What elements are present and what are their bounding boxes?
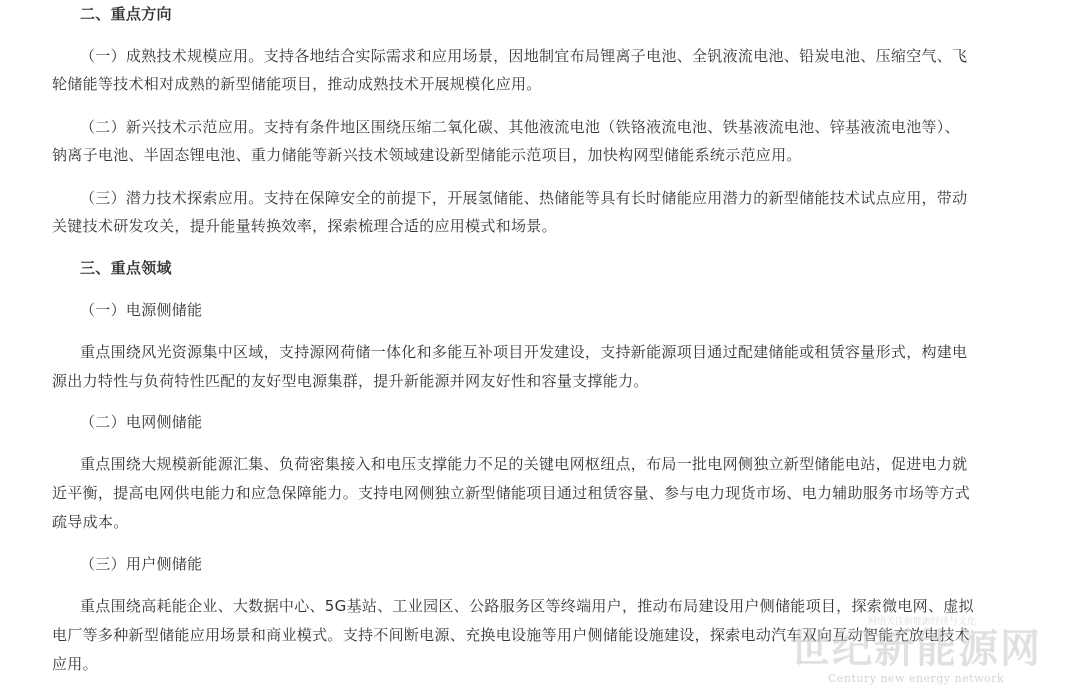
paragraph-line: 电厂等多种新型储能应用场景和商业模式。支持不间断电源、充换电设施等用户侧储能设施建设，探索电动汽车双向互动智能充放电技术	[52, 626, 971, 644]
subsection-heading: （三）用户侧储能	[80, 555, 203, 573]
paragraph-line: 应用。	[52, 655, 98, 673]
paragraph-line: 疏导成本。	[52, 513, 129, 531]
paragraph-line: 重点围绕风光资源集中区域，支持源网荷储一体化和多能互补项目开发建设，支持新能源项目通过配建储能或租赁容量形式，构建电	[80, 343, 968, 361]
subsection-heading: （一）电源侧储能	[80, 301, 203, 319]
section-heading: 三、重点领域	[80, 259, 172, 277]
paragraph-line: 近平衡，提高电网供电能力和应急保障能力。支持电网侧独立新型储能项目通过租赁容量、参与电力现货市场、电力辅助服务市场等方式	[52, 484, 971, 502]
paragraph-line: 关键技术研发攻关，提升能量转换效率，探索梳理合适的应用模式和场景。	[52, 217, 557, 235]
watermark-logo-text: 世纪新能源网	[790, 625, 1042, 672]
paragraph-line: 重点围绕大规模新能源汇集、负荷密集接入和电压支撑能力不足的关键电网枢纽点，布局一批电网侧独立新型储能电站，促进电力就	[80, 455, 968, 473]
paragraph-line: 钠离子电池、半固态锂电池、重力储能等新兴技术领域建设新型储能示范项目，加快构网型储能系统示范应用。	[52, 146, 802, 164]
paragraph-line: 轮储能等技术相对成熟的新型储能项目，推动成熟技术开展规模化应用。	[52, 75, 542, 93]
subsection-heading: （二）电网侧储能	[80, 413, 203, 431]
paragraph-line: （二）新兴技术示范应用。支持有条件地区围绕压缩二氧化碳、其他液流电池（铁铬液流电池、铁基液流电池、锌基液流电池等）、	[80, 118, 960, 136]
watermark-tagline: 网络关注新能源经济与文化	[867, 617, 976, 627]
paragraph-line: （一）成熟技术规模应用。支持各地结合实际需求和应用场景，因地制宜布局锂离子电池、全钒液流电池、铅炭电池、压缩空气、飞	[80, 47, 968, 65]
paragraph-line: 重点围绕高耗能企业、大数据中心、5G基站、工业园区、公路服务区等终端用户，推动布局建设用户侧储能项目，探索微电网、虚拟	[80, 597, 974, 615]
paragraph-line: 源出力特性与负荷特性匹配的友好型电源集群，提升新能源并网友好性和容量支撑能力。	[52, 372, 649, 390]
paragraph-line: （三）潜力技术探索应用。支持在保障安全的前提下，开展氢储能、热储能等具有长时储能应用潜力的新型储能技术试点应用，带动	[80, 189, 968, 207]
section-heading: 二、重点方向	[80, 5, 172, 23]
watermark-english-text: Century new energy network	[827, 672, 1005, 685]
